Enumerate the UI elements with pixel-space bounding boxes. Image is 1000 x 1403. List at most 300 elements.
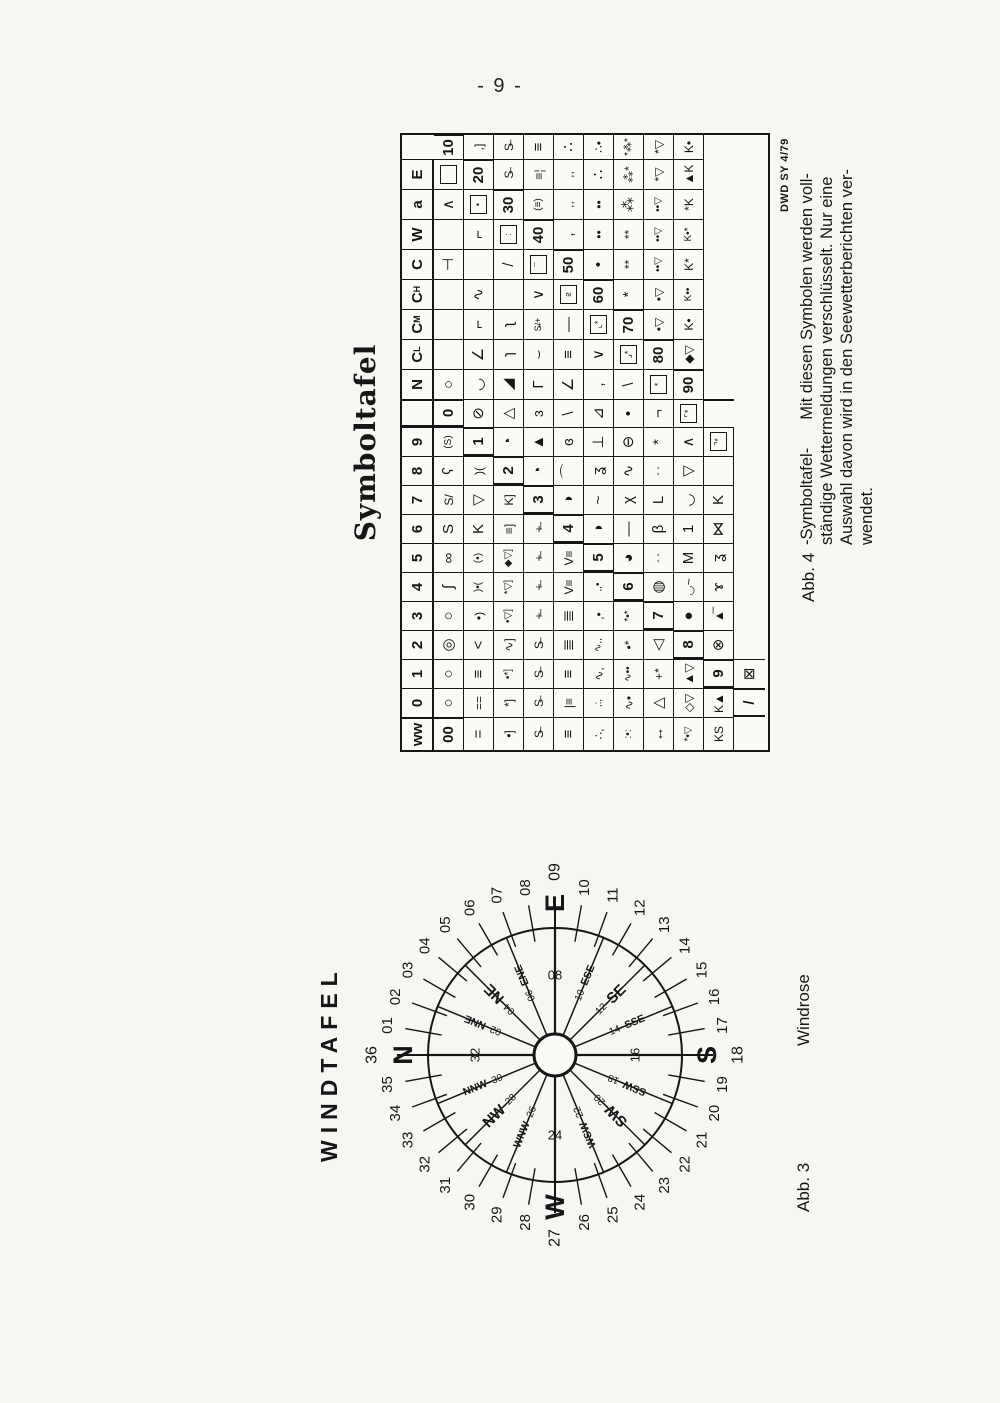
CL-symbol-cell: ◡ xyxy=(464,369,494,399)
direction-number: 21 xyxy=(693,1131,711,1149)
ground-state-box: * xyxy=(650,375,667,394)
spoke-label: NW–28 xyxy=(479,1091,519,1131)
a-symbol-cell: ∧ xyxy=(434,189,464,219)
ww-symbol-cell: *▽ xyxy=(644,134,674,159)
E-symbol-cell xyxy=(464,189,494,219)
CM-symbol-cell: ɞ xyxy=(554,427,584,456)
cardinal-number: 18 xyxy=(729,1046,747,1064)
N-symbol-cell: ⊘ xyxy=(464,399,494,427)
ww-symbol-cell: +̶ xyxy=(524,601,554,630)
direction-number: 15 xyxy=(693,961,711,979)
digit-cell: / xyxy=(734,688,765,717)
ww-symbol-cell: ≡¦ xyxy=(524,159,554,189)
ground-state-box xyxy=(440,165,457,184)
W-symbol-cell xyxy=(494,279,524,309)
ww-symbol-cell: KS xyxy=(704,717,734,750)
direction-tick xyxy=(503,1163,516,1198)
ww-symbol-cell: •] xyxy=(494,717,524,750)
header-cell: 9 xyxy=(402,427,434,456)
ww-symbol-cell xyxy=(704,249,734,279)
CM-symbol-cell: β xyxy=(644,514,674,543)
ground-state-box: ¯ xyxy=(530,255,547,274)
figure3-label: Abb. 3 xyxy=(794,1162,813,1212)
caption-line: Auswahl davon wird in den Seewetterberichten ver- xyxy=(838,168,856,545)
E-symbol-cell xyxy=(734,456,765,485)
ground-state-box: ⌟* xyxy=(620,345,637,364)
direction-tick xyxy=(529,1168,535,1204)
header-cell: C M xyxy=(402,309,434,339)
ww-symbol-cell: ▽ xyxy=(464,485,494,514)
ww-symbol-cell: ∴ xyxy=(554,134,584,159)
direction-number: 06 xyxy=(461,899,479,917)
ww-symbol-cell: ≡ xyxy=(464,659,494,688)
direction-tick xyxy=(503,912,516,947)
direction-tick xyxy=(594,1163,607,1198)
header-cell: W xyxy=(402,219,434,249)
direction-number: 26 xyxy=(576,1214,594,1231)
row-label: 10 xyxy=(434,134,464,159)
ww-symbol-cell: ◆▽ xyxy=(674,339,704,369)
spoke-label: SW–20 xyxy=(591,1091,631,1131)
E-symbol-cell xyxy=(614,339,644,369)
C-symbol-cell: ⋈ xyxy=(704,514,734,543)
N-symbol-cell: ⊗ xyxy=(704,630,734,659)
N-symbol-cell: ○ xyxy=(434,369,464,399)
ww-symbol-cell: ∿, xyxy=(584,659,614,688)
CM-symbol-cell xyxy=(734,601,765,630)
header-cell: 4 xyxy=(402,572,434,601)
direction-tick xyxy=(412,1003,447,1016)
CH-symbol-cell: ∿ xyxy=(614,456,644,485)
N-symbol-cell: ◔ xyxy=(524,456,554,485)
CL-symbol-cell xyxy=(734,630,765,659)
CL-symbol-cell: — xyxy=(614,514,644,543)
direction-number: 31 xyxy=(437,1176,455,1194)
digit-cell: 4 xyxy=(554,514,584,543)
direction-number: 16 xyxy=(706,988,724,1006)
direction-number: 08 xyxy=(516,879,534,896)
digit-cell: 0 xyxy=(434,399,464,427)
ww-symbol-cell: •*] xyxy=(494,659,524,688)
ww-symbol-cell: *▽] xyxy=(494,572,524,601)
header-cell: ww xyxy=(402,717,434,750)
N-symbol-cell: ◍ xyxy=(644,572,674,601)
C-symbol-cell xyxy=(734,543,765,572)
ww-symbol-cell xyxy=(704,219,734,249)
ww-symbol-cell: ◆▽] xyxy=(494,543,524,572)
ww-symbol-cell: :•: xyxy=(614,717,644,750)
ww-symbol-cell: ◇▽ xyxy=(674,688,704,717)
row-label: 70 xyxy=(614,309,644,339)
CM-symbol-cell: ◢ xyxy=(494,369,524,399)
ww-symbol-cell: ʕ xyxy=(434,456,464,485)
ww-symbol-cell: S̶ xyxy=(524,630,554,659)
ww-symbol-cell: ≡] xyxy=(494,514,524,543)
ww-symbol-cell: S xyxy=(434,514,464,543)
ww-symbol-cell: *•* xyxy=(614,601,644,630)
ww-symbol-cell: •• xyxy=(584,189,614,219)
ww-symbol-cell xyxy=(704,189,734,219)
row-label: 80 xyxy=(644,339,674,369)
header-cell: 2 xyxy=(402,630,434,659)
cardinal-letter: W xyxy=(540,1194,570,1220)
row-label: 40 xyxy=(524,219,554,249)
ww-symbol-cell: S̶ xyxy=(524,659,554,688)
CL-symbol-cell xyxy=(434,339,464,369)
spoke-label: SSW–18 xyxy=(606,1071,649,1099)
direction-tick xyxy=(594,912,607,947)
ww-symbol-cell: △ xyxy=(644,688,674,717)
rose-hub xyxy=(534,1034,576,1076)
ww-symbol-cell: •▽ xyxy=(644,309,674,339)
dwd-stamp: DWD SY 4/79 xyxy=(779,138,791,212)
ww-symbol-cell: ,:, xyxy=(584,688,614,717)
ww-symbol-cell: |≡ xyxy=(554,688,584,717)
ww-symbol-cell: +̶ xyxy=(524,543,554,572)
ww-symbol-cell: )( xyxy=(464,456,494,485)
ww-symbol-cell: *▽ xyxy=(644,159,674,189)
direction-number: 22 xyxy=(676,1155,694,1173)
ww-symbol-cell: ∴, xyxy=(584,717,614,750)
spoke-label: NNW–30 xyxy=(461,1071,505,1099)
direction-number: 19 xyxy=(713,1076,731,1093)
ww-symbol-cell: ▲▽ xyxy=(674,659,704,688)
CM-symbol-cell: ʓ xyxy=(584,456,614,485)
C-symbol-cell: ⌣ xyxy=(524,339,554,369)
W-symbol-cell: ▽ xyxy=(674,456,704,485)
ww-symbol-cell: == xyxy=(464,688,494,717)
W-symbol-cell: K xyxy=(704,485,734,514)
CM-symbol-cell xyxy=(434,309,464,339)
ww-symbol-cell: •* xyxy=(614,630,644,659)
direction-tick xyxy=(663,1003,698,1016)
ww-symbol-cell: K* xyxy=(674,249,704,279)
ww-symbol-cell: ⁂ xyxy=(614,189,644,219)
ww-symbol-cell: K xyxy=(464,514,494,543)
header-cell: a xyxy=(402,189,434,219)
ww-symbol-cell: *K xyxy=(674,189,704,219)
N-symbol-cell: ● xyxy=(674,601,704,630)
cardinal-number: 36 xyxy=(363,1046,381,1064)
ww-symbol-cell: S̶ xyxy=(524,717,554,750)
ww-symbol-cell: ≣ xyxy=(554,630,584,659)
header-cell: 1 xyxy=(402,659,434,688)
ww-symbol-cell: K•* xyxy=(674,219,704,249)
ww-symbol-cell: ∿• xyxy=(614,688,644,717)
direction-number: 02 xyxy=(386,988,404,1006)
CL-symbol-cell: ‐ ‐ xyxy=(644,543,674,572)
direction-number: 13 xyxy=(655,916,673,934)
spoke-label: 04–NE xyxy=(480,980,518,1018)
ww-symbol-cell: ,• xyxy=(584,601,614,630)
spoke-label: WNW–26 xyxy=(511,1104,539,1150)
ww-symbol-cell: ** xyxy=(614,249,644,279)
cardinal-letter: E xyxy=(540,893,570,913)
caption-line: wendet. xyxy=(858,487,876,545)
ww-symbol-cell: ∿] xyxy=(494,630,524,659)
digit-cell: 6 xyxy=(614,572,644,601)
spoke-label: 06–ENE xyxy=(512,962,538,1003)
ww-symbol-cell: • xyxy=(584,249,614,279)
CH-symbol-cell: Γ xyxy=(524,369,554,399)
ww-symbol-cell: ••▽ xyxy=(644,249,674,279)
figure4-label: Abb. 4 xyxy=(799,552,818,602)
ww-symbol-cell: ,, xyxy=(554,189,584,219)
direction-number: 23 xyxy=(655,1176,673,1194)
page-number: - 9 - xyxy=(477,75,523,97)
direction-number: 12 xyxy=(631,899,649,917)
direction-number: 29 xyxy=(488,1206,506,1224)
C-symbol-cell: ʅ xyxy=(494,309,524,339)
row-label: 50 xyxy=(554,249,584,279)
N-symbol-cell: ⊠ xyxy=(734,659,765,688)
CM-symbol-cell: χ xyxy=(614,485,644,514)
direction-number: 33 xyxy=(399,1131,417,1149)
ww-symbol-cell: S̶ xyxy=(494,159,524,189)
CH-symbol-cell: \ xyxy=(554,399,584,427)
CL-symbol-cell: ◡~ xyxy=(674,572,704,601)
ww-symbol-cell: ** xyxy=(614,219,644,249)
row-label: 90 xyxy=(674,369,704,399)
CH-symbol-cell: ⌐ xyxy=(464,309,494,339)
CH-symbol-cell xyxy=(434,279,464,309)
N-symbol-cell: ◕ xyxy=(614,543,644,572)
ww-symbol-cell: ∿•• xyxy=(614,659,644,688)
direction-number: 35 xyxy=(379,1076,397,1093)
digit-cell: 8 xyxy=(674,630,704,659)
header-cell: C H xyxy=(402,279,434,309)
direction-tick xyxy=(405,1075,441,1081)
direction-number: 34 xyxy=(386,1104,404,1122)
ww-symbol-cell: K•• xyxy=(674,279,704,309)
direction-tick xyxy=(663,1094,698,1107)
ground-state-box: ⌝* xyxy=(710,433,727,452)
CM-symbol-cell: M xyxy=(674,543,704,572)
ww-symbol-cell: S̶ xyxy=(524,688,554,717)
header-cell: 8 xyxy=(402,456,434,485)
N-symbol-cell: ◑ xyxy=(554,485,584,514)
spoke-label: WSW–22 xyxy=(571,1104,599,1150)
ww-symbol-cell: ◁ xyxy=(644,630,674,659)
direction-number: 14 xyxy=(676,937,694,955)
a-symbol-cell: ¬ xyxy=(644,399,674,427)
digit-cell: 9 xyxy=(704,659,734,688)
direction-number: 04 xyxy=(416,937,434,955)
axis-code: 32 xyxy=(467,1047,483,1063)
ww-symbol-cell: ••▽ xyxy=(644,189,674,219)
E-symbol-cell xyxy=(644,369,674,399)
spoke-label: 14–SSE xyxy=(607,1012,647,1038)
direction-tick xyxy=(668,1075,704,1081)
E-symbol-cell xyxy=(704,427,734,456)
ww-symbol-cell: V≡ xyxy=(554,572,584,601)
ww-symbol-cell: K• xyxy=(674,134,704,159)
a-symbol-cell: — xyxy=(554,309,584,339)
header-cell: C L xyxy=(402,339,434,369)
E-symbol-cell xyxy=(524,249,554,279)
spoke-label: 02–NNE xyxy=(462,1012,503,1038)
ww-symbol-cell xyxy=(704,369,734,399)
axis-code: 16 xyxy=(627,1047,643,1063)
header-cell: E xyxy=(402,159,434,189)
a-symbol-cell: / xyxy=(494,249,524,279)
digit-cell: 2 xyxy=(494,456,524,485)
ww-symbol-cell: •• xyxy=(584,219,614,249)
direction-number: 10 xyxy=(576,879,594,896)
ww-symbol-cell: +* xyxy=(644,659,674,688)
spoke-label: 12–SE xyxy=(593,980,630,1017)
a-symbol-cell xyxy=(704,456,734,485)
header-cell: 7 xyxy=(402,485,434,514)
ground-state-box: • xyxy=(470,195,487,214)
ww-symbol-cell: ○ xyxy=(434,601,464,630)
direction-number: 30 xyxy=(461,1193,479,1211)
direction-tick xyxy=(575,905,581,941)
CL-symbol-cell: ▲̅ xyxy=(704,601,734,630)
cardinal-number: 27 xyxy=(546,1229,564,1247)
ww-symbol-cell: •▽ xyxy=(644,279,674,309)
ww-symbol-cell: •▽] xyxy=(494,601,524,630)
CH-symbol-cell: 1 xyxy=(674,514,704,543)
ww-symbol-cell xyxy=(704,309,734,339)
ww-symbol-cell: ○ xyxy=(434,659,464,688)
caption-line: ständige Wettermeldungen verschlüsselt. Nur eine xyxy=(818,176,836,545)
header-cell xyxy=(402,134,434,159)
a-symbol-cell: ∧ xyxy=(674,427,704,456)
direction-number: 05 xyxy=(437,916,455,934)
direction-tick xyxy=(575,1168,581,1204)
W-symbol-cell: , xyxy=(584,369,614,399)
ww-symbol-cell xyxy=(704,134,734,159)
direction-number: 11 xyxy=(604,887,622,904)
ww-symbol-cell: ⁂* xyxy=(614,159,644,189)
CH-symbol-cell: L xyxy=(644,485,674,514)
a-symbol-cell: ∨ xyxy=(584,339,614,369)
ww-symbol-cell: +̶ xyxy=(524,514,554,543)
symboltafel-figure xyxy=(349,88,880,760)
windrose xyxy=(343,843,767,1267)
C-symbol-cell: ∠ xyxy=(554,369,584,399)
a-symbol-cell: \ xyxy=(614,369,644,399)
ww-symbol-cell xyxy=(734,717,765,750)
windtafel-readable xyxy=(318,845,880,1270)
header-cell: 6 xyxy=(402,514,434,543)
row-label: 30 xyxy=(494,189,524,219)
ww-symbol-cell: (≡) xyxy=(524,189,554,219)
ww-symbol-cell: (•) xyxy=(464,543,494,572)
ww-symbol-cell: K] xyxy=(494,485,524,514)
CL-symbol-cell: △ xyxy=(494,399,524,427)
direction-number: 24 xyxy=(631,1193,649,1211)
C-symbol-cell: ∿ xyxy=(464,279,494,309)
W-symbol-cell: S̶/+ xyxy=(524,309,554,339)
ww-symbol-cell xyxy=(704,279,734,309)
ww-symbol-cell: ≡ xyxy=(554,717,584,750)
ww-symbol-cell: ∞ xyxy=(434,543,464,572)
ww-symbol-cell: ,, xyxy=(554,159,584,189)
direction-number: 17 xyxy=(713,1017,731,1034)
figure4-caption xyxy=(797,85,877,545)
cardinal-number: 09 xyxy=(546,863,564,881)
direction-number: 07 xyxy=(488,886,506,904)
ground-state-box: ƨ xyxy=(560,285,577,304)
header-cell: N xyxy=(402,369,434,399)
ground-state-box: : xyxy=(500,225,517,244)
direction-number: 01 xyxy=(379,1017,397,1034)
row-label: 00 xyxy=(434,717,464,750)
ww-symbol-cell: ▲K xyxy=(674,159,704,189)
digit-cell: 5 xyxy=(584,543,614,572)
ww-symbol-cell: •) xyxy=(464,601,494,630)
CH-symbol-cell: ɿ xyxy=(494,339,524,369)
ww-symbol-cell: *] xyxy=(494,688,524,717)
direction-tick xyxy=(405,1029,441,1035)
direction-number: 20 xyxy=(706,1104,724,1122)
windtafel-title: WINDTAFEL xyxy=(316,965,342,1162)
ww-symbol-cell: ≡ xyxy=(524,134,554,159)
direction-number: 25 xyxy=(604,1206,622,1224)
ww-symbol-cell: ,,• xyxy=(584,572,614,601)
ww-symbol-cell: *⁂* xyxy=(614,134,644,159)
ww-symbol-cell: ∴ xyxy=(584,159,614,189)
CL-symbol-cell: ⌒ xyxy=(554,456,584,485)
CH-symbol-cell: ʓ xyxy=(704,543,734,572)
cardinal-letter: S xyxy=(692,1045,722,1065)
C-symbol-cell: ⊣ xyxy=(434,249,464,279)
ground-state-box: ⌜* xyxy=(680,404,697,423)
symboltafel-readable xyxy=(349,88,880,760)
direction-tick xyxy=(412,1094,447,1107)
ww-symbol-cell: ◎ xyxy=(434,630,464,659)
N-symbol-cell: ◔ xyxy=(494,427,524,456)
axis-code: 08 xyxy=(547,967,563,983)
ww-symbol-cell: ∿,, xyxy=(584,630,614,659)
W-symbol-cell: ≡ xyxy=(554,339,584,369)
ww-symbol-cell: ≡ xyxy=(554,659,584,688)
ww-symbol-cell: ○ xyxy=(434,688,464,717)
E-symbol-cell xyxy=(434,159,464,189)
C-symbol-cell: ⊿ xyxy=(584,399,614,427)
CH-symbol-cell: ⊥ xyxy=(584,427,614,456)
cardinal-letter: N xyxy=(388,1045,418,1065)
CM-symbol-cell: ɤ xyxy=(704,572,734,601)
ww-symbol-cell: S/ xyxy=(434,485,464,514)
symboltafel-title: Symboltafel xyxy=(349,343,382,542)
ww-symbol-cell: ≣ xyxy=(554,601,584,630)
ww-symbol-cell: K▲ xyxy=(704,688,734,717)
ww-symbol-cell: = xyxy=(464,717,494,750)
CH-symbol-cell xyxy=(734,572,765,601)
a-symbol-cell: ∨ xyxy=(524,279,554,309)
C-symbol-cell: ‐ ‐ xyxy=(644,456,674,485)
a-symbol-cell xyxy=(734,485,765,514)
ww-symbol-cell xyxy=(704,159,734,189)
header-cell: 5 xyxy=(402,543,434,572)
E-symbol-cell xyxy=(674,399,704,427)
W-symbol-cell xyxy=(434,219,464,249)
ground-state-box: ⌞* xyxy=(590,315,607,334)
direction-number: 28 xyxy=(516,1214,534,1231)
C-symbol-cell: ⊖ xyxy=(614,427,644,456)
ww-symbol-cell: *•▽ xyxy=(674,717,704,750)
ww-symbol-cell: * xyxy=(614,279,644,309)
C-symbol-cell: ◡ xyxy=(674,485,704,514)
W-symbol-cell xyxy=(734,514,765,543)
CM-symbol-cell: ɜ xyxy=(524,399,554,427)
digit-cell: 1 xyxy=(464,427,494,456)
symbol-table xyxy=(400,133,770,752)
ww-symbol-cell: S̶ xyxy=(494,134,524,159)
